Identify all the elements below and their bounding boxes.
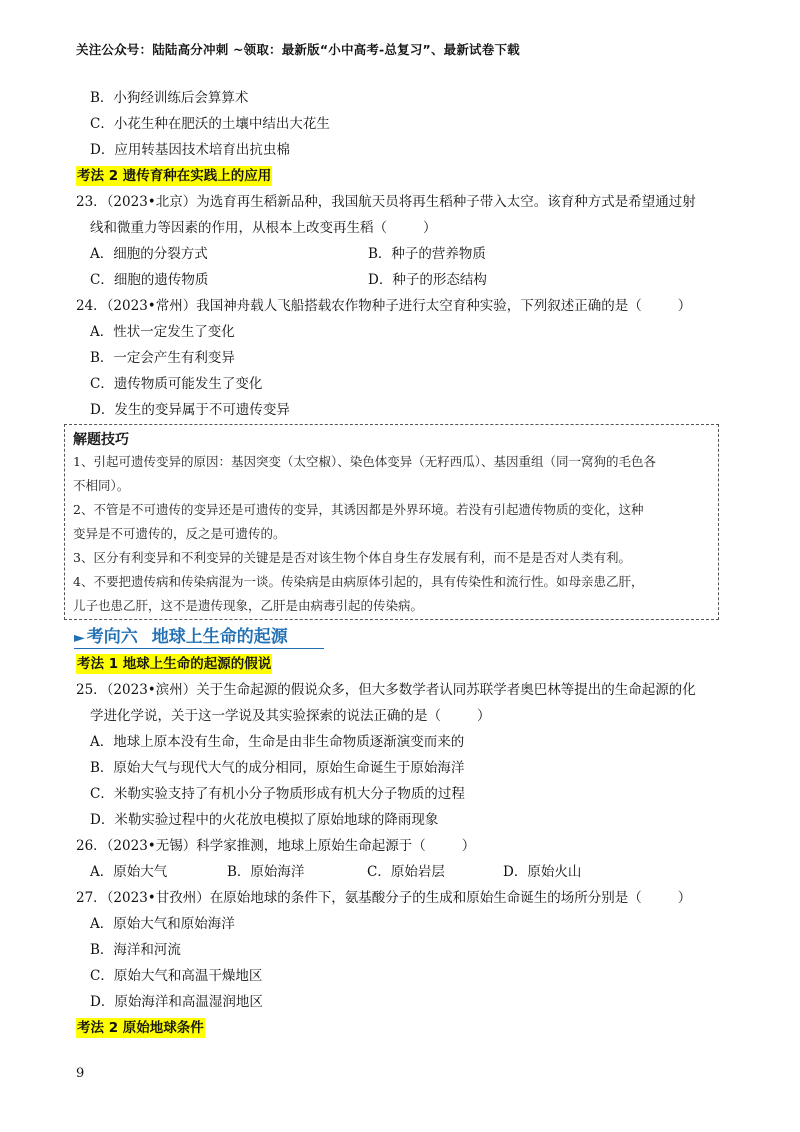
stem-text: 26．（2023•无锡）科学家推测，地球上原始生命起源于（ (76, 838, 426, 854)
question-23-option-c: C．细胞的遗传物质 (90, 272, 209, 288)
question-26-option-c: C．原始岩层 (367, 864, 445, 880)
tip-line: 2、不管是不可遗传的变异还是可遗传的变异，其诱因都是外界环境。若没有引起遗传物质的变化，这种 (73, 502, 644, 517)
triangle-arrow-icon: ► (74, 630, 85, 646)
kaofa-heading: 考法 2 遗传育种在实践上的应用 (77, 168, 272, 184)
stem-paren-close: ） (461, 838, 476, 854)
tip-line: 1、引起可遗传变异的原因：基因突变（太空椒）、染色体变异（无籽西瓜）、基因重组（同一窝狗的毛色各 (73, 454, 656, 469)
question-23-option-d: D．种子的形态结构 (368, 272, 487, 288)
kaofa-heading: 考法 2 原始地球条件 (77, 1020, 204, 1036)
option-d: D．应用转基因技术培育出抗虫棉 (90, 142, 290, 158)
question-24-option-a: A．性状一定发生了变化 (90, 324, 235, 340)
section-title: 地球上生命的起源 (151, 627, 288, 647)
question-27-option-a: A．原始大气和原始海洋 (90, 916, 235, 932)
option-c: C．小花生种在肥沃的土壤中结出大花生 (90, 116, 330, 132)
question-25-option-c: C．米勒实验支持了有机小分子物质形成有机大分子物质的过程 (90, 786, 465, 802)
section-label: 考向六 (86, 627, 138, 647)
question-26-stem (76, 836, 475, 856)
tip-line: 变异是不可遗传的，反之是可遗传的。 (73, 526, 286, 541)
tip-line: 儿子也患乙肝，这不是遗传现象，乙肝是由病毒引起的传染病。 (73, 598, 424, 613)
tips-title: 解题技巧 (73, 432, 129, 448)
question-26-option-a: A．原始大气 (90, 864, 168, 880)
tip-line: 3、区分有利变异和不利变异的关键是是否对该生物个体自身生存发展有利，而不是是否对人类有利。 (73, 550, 631, 565)
question-27-stem (76, 888, 691, 908)
question-23-stem-cont (90, 218, 437, 238)
kaofa-heading: 考法 1 地球上生命的起源的假说 (77, 656, 272, 672)
question-27-option-d: D．原始海洋和高温湿润地区 (90, 994, 263, 1010)
stem-text: 27．（2023•甘孜州）在原始地球的条件下，氨基酸分子的生成和原始生命诞生的场所分别是（ (76, 890, 642, 906)
tip-line: 4、不要把遗传病和传染病混为一谈。传染病是由病原体引起的，具有传染性和流行性。如母亲患乙肝， (73, 574, 644, 589)
question-23-option-b: B．种子的营养物质 (368, 246, 486, 262)
question-25-option-a: A．地球上原本没有生命，生命是由非生命物质逐渐演变而来的 (90, 734, 465, 750)
question-24-option-c: C．遗传物质可能发生了变化 (90, 376, 263, 392)
question-23-stem: 23．（2023•北京）为选育再生稻新品种，我国航天员将再生稻种子带入太空。该育种方式是希望通过射 (76, 194, 696, 210)
stem-paren-close: ） (423, 220, 437, 236)
stem-paren-close: ） (677, 298, 692, 314)
stem-text: 学进化学说，关于这一学说及其实验探索的说法正确的是（ (90, 708, 441, 724)
question-25-option-d: D．米勒实验过程中的火花放电模拟了原始地球的降雨现象 (90, 812, 439, 828)
stem-paren-close: ） (477, 708, 491, 724)
question-24-stem (76, 296, 691, 316)
page-header: 关注公众号：陆陆高分冲刺 ~领取：最新版“小中高考-总复习”、最新试卷下载 (76, 42, 520, 57)
question-24-option-d: D．发生的变异属于不可遗传变异 (90, 402, 290, 418)
stem-text: 24．（2023•常州）我国神舟载人飞船搭载农作物种子进行太空育种实验，下列叙述正确的是（ (76, 298, 642, 314)
tip-line: 不相同）。 (73, 478, 130, 493)
page-number: 9 (76, 1066, 85, 1081)
question-25-stem: 25．（2023•滨州）关于生命起源的假说众多，但大多数学者认同苏联学者奥巴林等提出的生命起源的化 (76, 682, 696, 698)
question-27-option-b: B．海洋和河流 (90, 942, 181, 958)
option-b: B．小狗经训练后会算算术 (90, 90, 249, 106)
question-25-stem-cont (90, 706, 491, 726)
question-26-option-d: D．原始火山 (503, 864, 582, 880)
question-25-option-b: B．原始大气与现代大气的成分相同，原始生命诞生于原始海洋 (90, 760, 465, 776)
question-23-option-a: A．细胞的分裂方式 (90, 246, 208, 262)
question-24-option-b: B．一定会产生有利变异 (90, 350, 235, 366)
question-27-option-c: C．原始大气和高温干燥地区 (90, 968, 263, 984)
stem-text: 线和微重力等因素的作用，从根本上改变再生稻（ (90, 220, 387, 236)
section-heading (74, 622, 288, 647)
tips-box (64, 424, 719, 620)
stem-paren-close: ） (677, 890, 692, 906)
question-26-option-b: B．原始海洋 (227, 864, 305, 880)
section-underline (74, 648, 324, 649)
